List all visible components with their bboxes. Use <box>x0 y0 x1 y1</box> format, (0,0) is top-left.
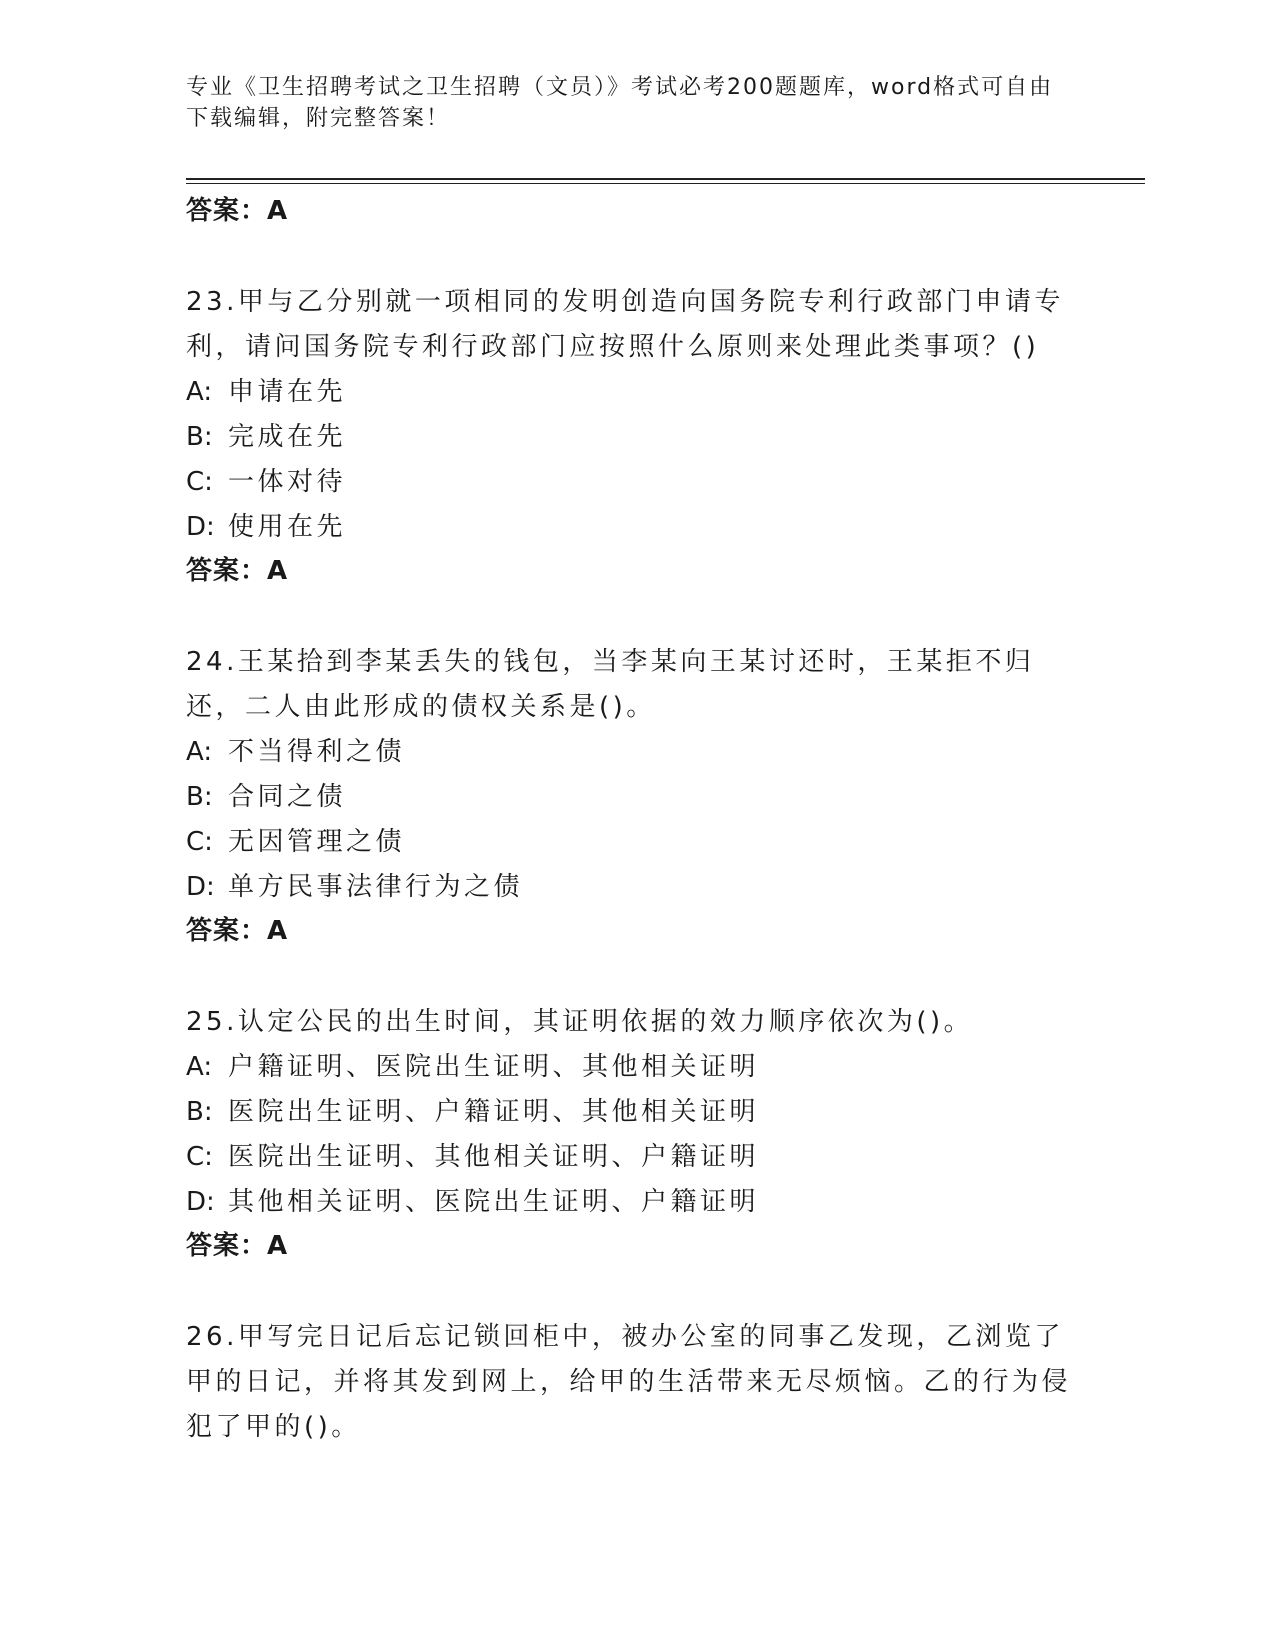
option-letter: A: <box>186 737 213 767</box>
question-23 <box>186 280 1076 596</box>
document-header: 专业《卫生招聘考试之卫生招聘（文员）》考试必考200题题库，word格式可自由下载编辑，附完整答案！ <box>186 75 1054 131</box>
option-text: 不当得利之债 <box>228 737 406 767</box>
option-letter: B: <box>186 782 213 812</box>
option-text: 医院出生证明、户籍证明、其他相关证明 <box>228 1097 760 1127</box>
option-text: 户籍证明、医院出生证明、其他相关证明 <box>228 1052 760 1082</box>
option-letter: D: <box>186 1187 215 1217</box>
option-letter: B: <box>186 422 213 452</box>
question-26 <box>186 1315 1076 1450</box>
option-c <box>186 820 1076 865</box>
option-text: 使用在先 <box>228 512 347 542</box>
header-rule-thick <box>186 178 1145 180</box>
option-letter: C: <box>186 827 213 857</box>
option-text: 申请在先 <box>228 377 347 407</box>
option-c <box>186 1135 1076 1180</box>
header-rule-thin <box>186 183 1145 184</box>
option-letter: A: <box>186 1052 213 1082</box>
option-d <box>186 505 1076 550</box>
option-letter: D: <box>186 512 215 542</box>
option-a <box>186 370 1076 415</box>
option-d <box>186 865 1076 910</box>
answer-line: 答案：A <box>186 916 289 946</box>
option-b <box>186 775 1076 820</box>
option-text: 一体对待 <box>228 467 347 497</box>
question-text: 24.王某拾到李某丢失的钱包，当李某向王某讨还时，王某拒不归还，二人由此形成的债权关系是()。 <box>186 647 1035 722</box>
answer-line: 答案：A <box>186 556 289 586</box>
option-text: 其他相关证明、医院出生证明、户籍证明 <box>228 1187 760 1217</box>
option-letter: A: <box>186 377 213 407</box>
document-body <box>186 190 1076 1450</box>
question-24 <box>186 640 1076 956</box>
answer-line: 答案：A <box>186 196 289 226</box>
option-a <box>186 730 1076 775</box>
option-text: 完成在先 <box>228 422 347 452</box>
option-text: 单方民事法律行为之债 <box>228 872 524 902</box>
option-a <box>186 1045 1076 1090</box>
option-text: 无因管理之债 <box>228 827 406 857</box>
option-c <box>186 460 1076 505</box>
question-25 <box>186 1000 1076 1271</box>
option-text: 医院出生证明、其他相关证明、户籍证明 <box>228 1142 760 1172</box>
option-d <box>186 1180 1076 1225</box>
question-text: 23.甲与乙分别就一项相同的发明创造向国务院专利行政部门申请专利，请问国务院专利行政部门应按照什么原则来处理此类事项？() <box>186 287 1064 362</box>
option-b <box>186 415 1076 460</box>
option-letter: D: <box>186 872 215 902</box>
option-letter: B: <box>186 1097 213 1127</box>
question-text: 26.甲写完日记后忘记锁回柜中，被办公室的同事乙发现，乙浏览了甲的日记，并将其发到网上，给甲的生活带来无尽烦恼。乙的行为侵犯了甲的()。 <box>186 1322 1072 1442</box>
answer-line: 答案：A <box>186 1231 289 1261</box>
option-text: 合同之债 <box>228 782 347 812</box>
question-text: 25.认定公民的出生时间，其证明依据的效力顺序依次为()。 <box>186 1007 974 1037</box>
option-b <box>186 1090 1076 1135</box>
option-letter: C: <box>186 1142 213 1172</box>
option-letter: C: <box>186 467 213 497</box>
